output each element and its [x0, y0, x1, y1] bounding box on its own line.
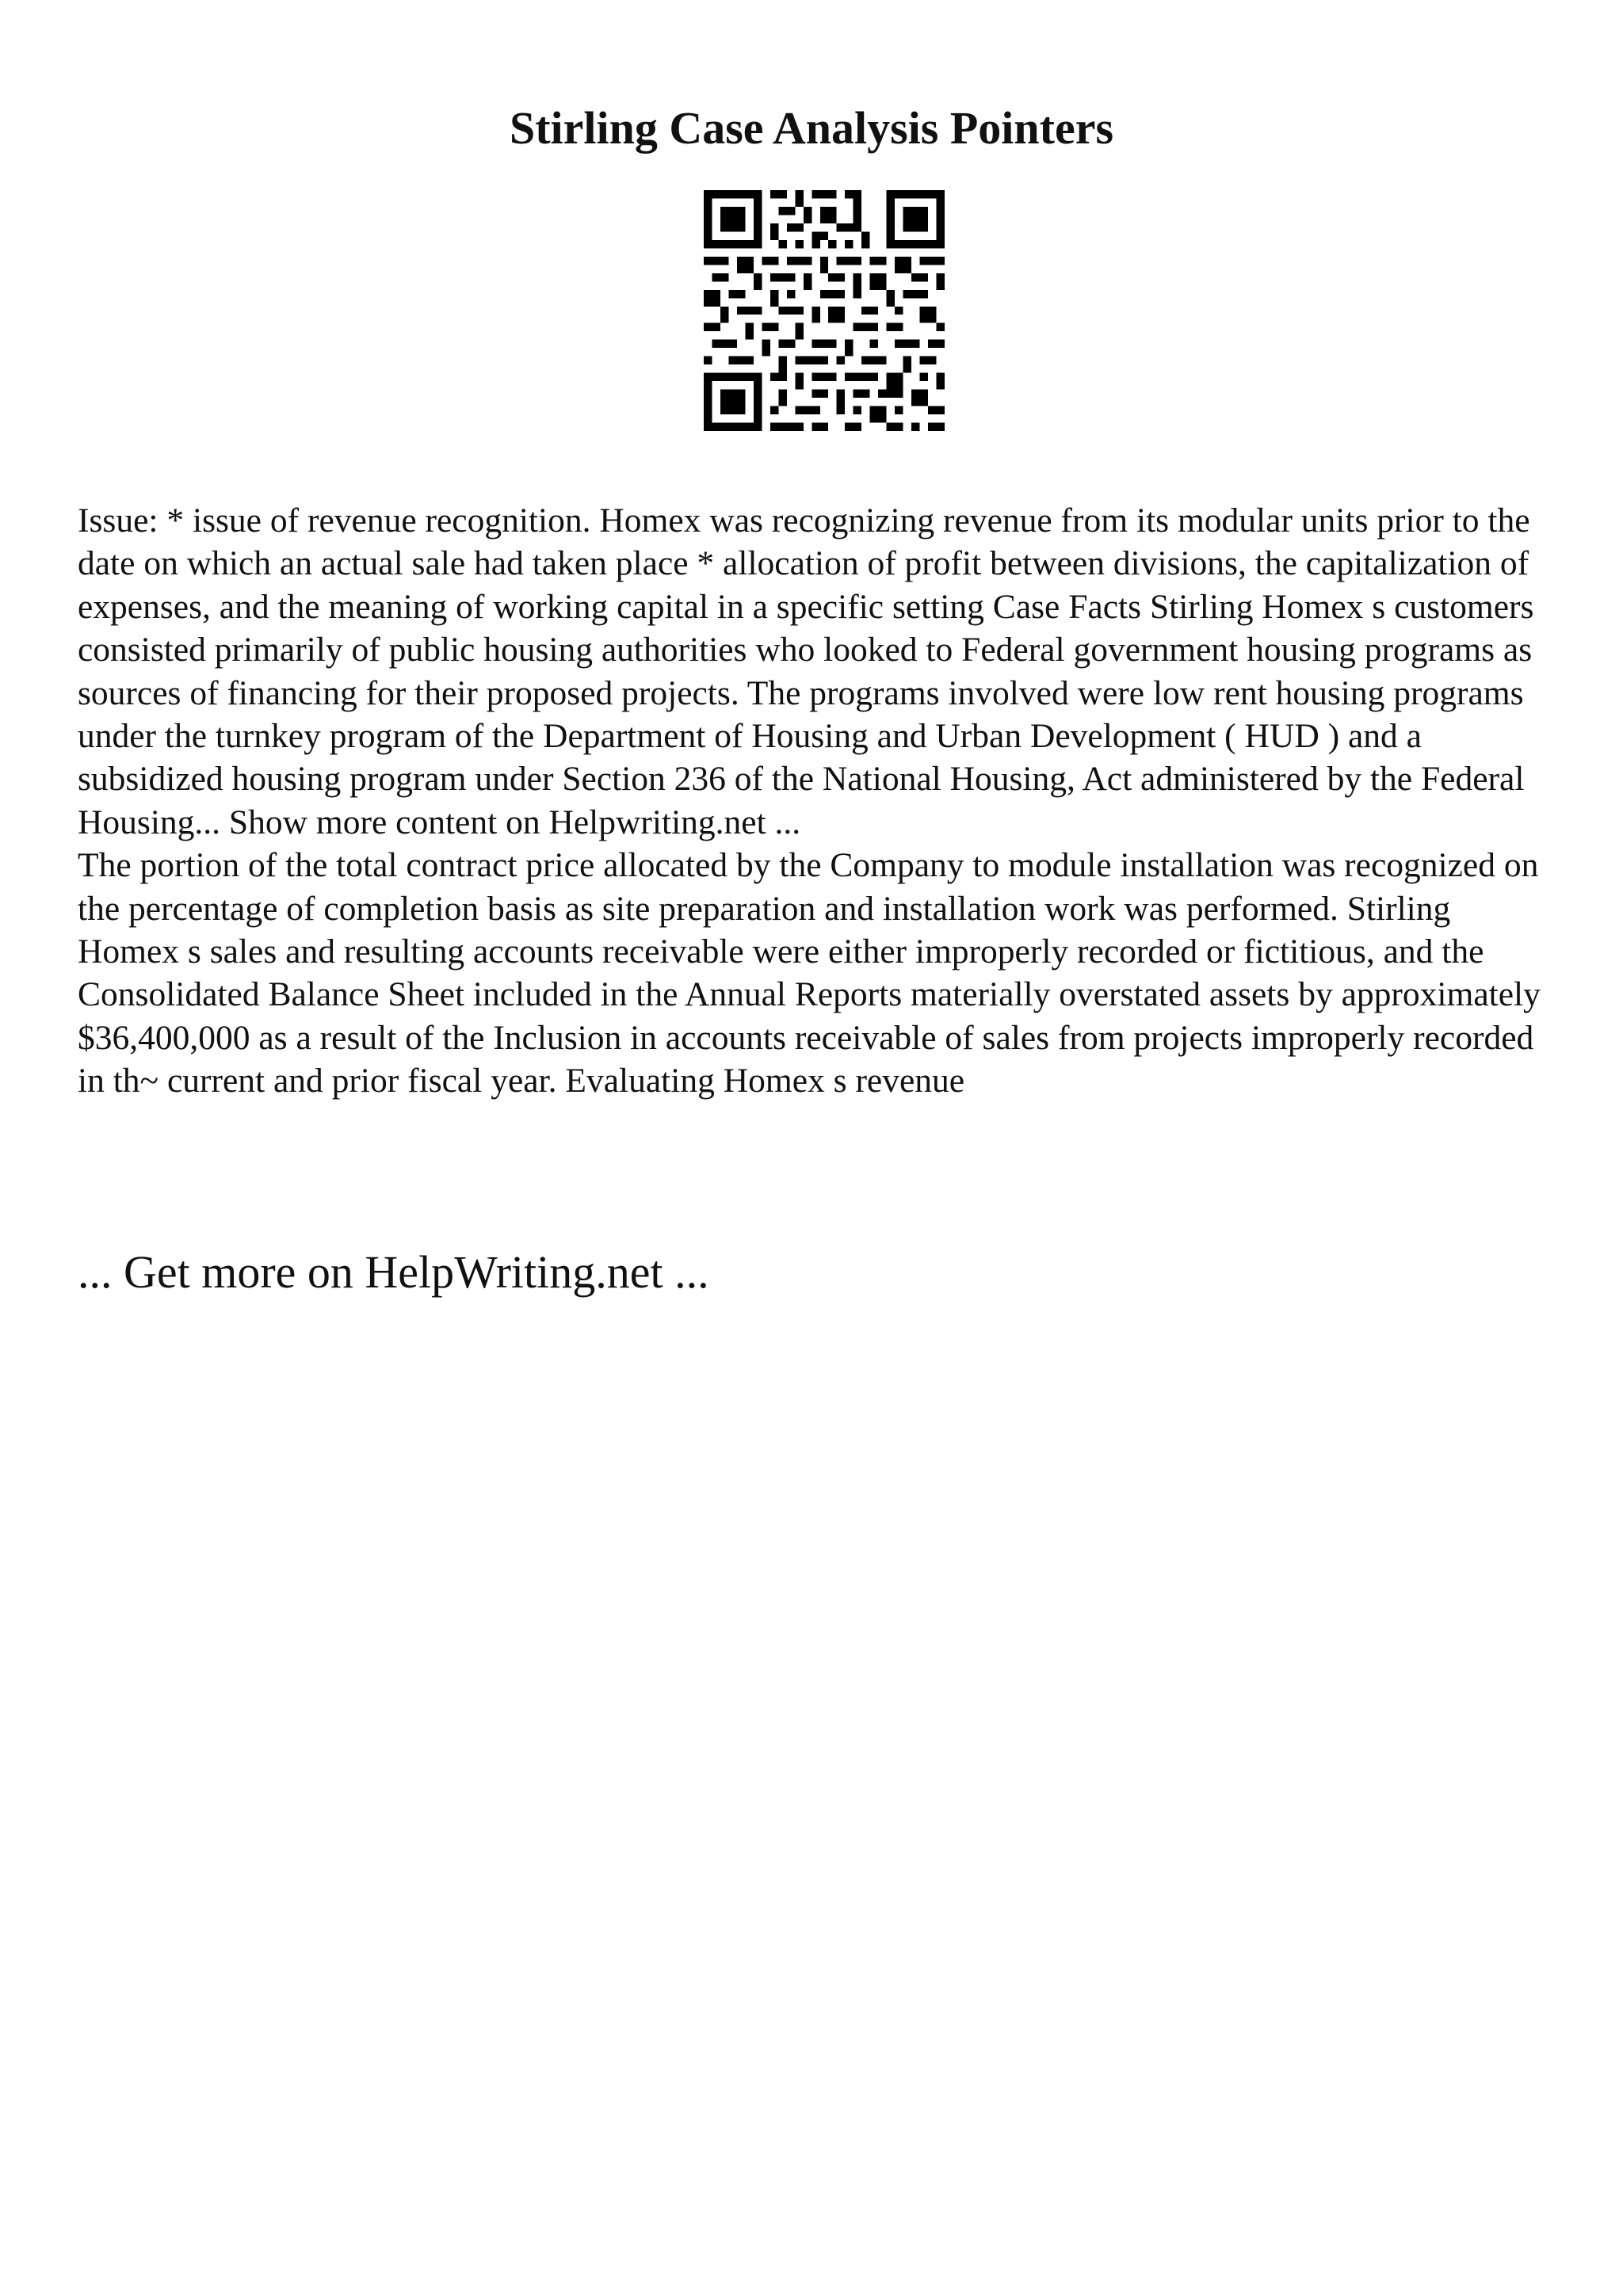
- paragraph-issue: Issue: * issue of revenue recognition. Homex was recognizing revenue from its modular units prior to the date on which an actual sale had taken place * allocation of profit between divisions, the capitalization of expenses, and the meaning of working capital in a specific setting Case Facts Stirling Homex s customers consisted primarily of public housing authorities who looked to Federal government housing programs as sources of financing for their proposed projects. The programs involved were low rent housing programs under the turnkey program of the Department of Housing and Urban Development ( HUD ) and a subsidized housing program under Section 236 of the National Housing, Act administered by the Federal Housing... Show more content on Helpwriting.net ...: [78, 502, 1534, 841]
- article-body: [78, 499, 1560, 1103]
- page-title: Stirling Case Analysis Pointers: [509, 102, 1114, 154]
- paragraph-revenue: The portion of the total contract price allocated by the Company to module installation was recognized on the percentage of completion basis as site preparation and installation work was performed. Stirling Homex s sales and resulting accounts receivable were either improperly recorded or fictitious, and the Consolidated Balance Sheet included in the Annual Reports materially overstated assets by approximately $36,400,000 as a result of the Inclusion in accounts receivable of sales from projects improperly recorded in th~ current and prior fiscal year. Evaluating Homex s revenue: [78, 846, 1541, 1100]
- get-more-link[interactable]: ... Get more on HelpWriting.net ...: [78, 1246, 709, 1298]
- qr-code-icon[interactable]: [704, 190, 945, 431]
